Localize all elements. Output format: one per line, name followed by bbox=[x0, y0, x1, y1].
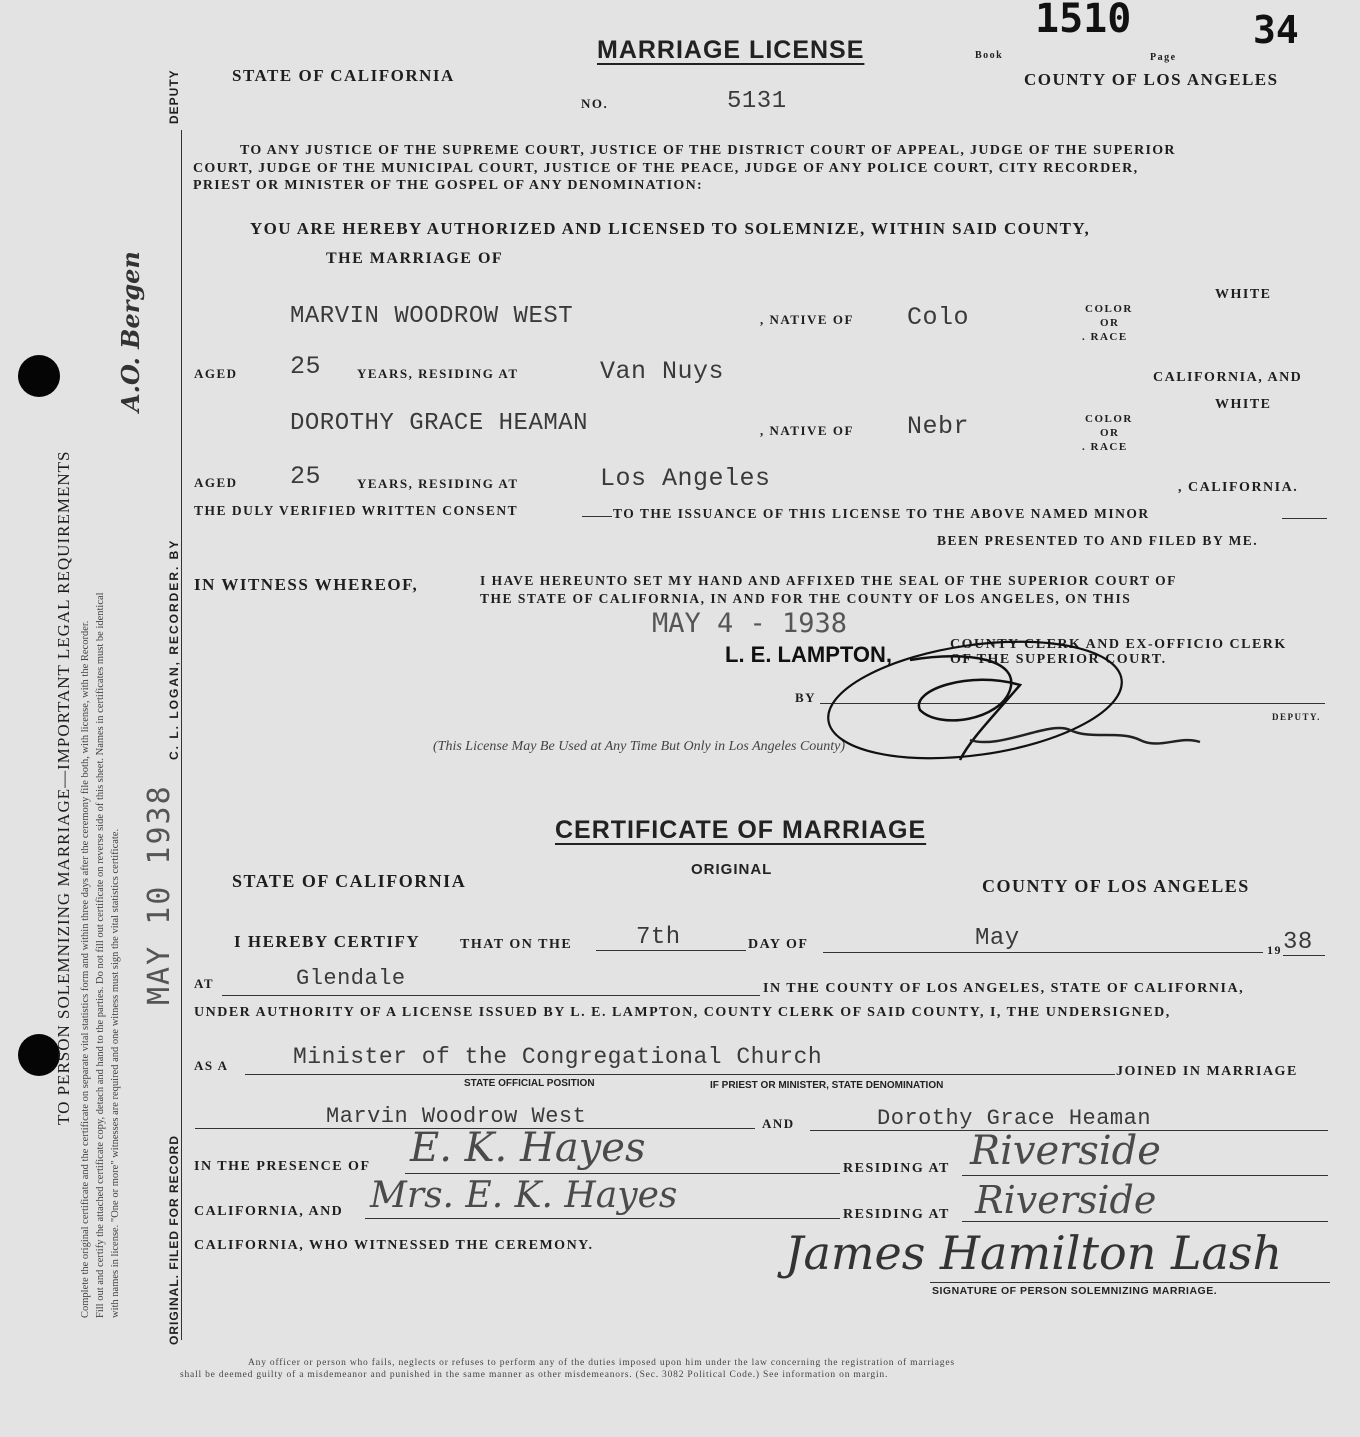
and-label: AND bbox=[762, 1116, 795, 1131]
page-number: 34 bbox=[1253, 8, 1299, 52]
joined-label: JOINED IN MARRIAGE bbox=[1116, 1064, 1298, 1079]
year-line bbox=[1283, 955, 1325, 956]
position-value: Minister of the Congregational Church bbox=[293, 1044, 823, 1070]
book-number: 1510 bbox=[1035, 0, 1132, 42]
groom-color-label-2: OR bbox=[1100, 317, 1120, 329]
witness-2-residence: Riverside bbox=[975, 1178, 1157, 1222]
at-label: AT bbox=[194, 976, 215, 991]
witness-whereof-label: IN WITNESS WHEREOF, bbox=[194, 575, 419, 594]
witness-1-signature: E. K. Hayes bbox=[410, 1125, 646, 1171]
certificate-title: CERTIFICATE OF MARRIAGE bbox=[555, 816, 927, 844]
bride-native-of: Nebr bbox=[907, 412, 970, 441]
consent-blank-2 bbox=[1282, 518, 1327, 519]
clerk-title-1: COUNTY CLERK AND EX-OFFICIO CLERK bbox=[950, 637, 1287, 652]
license-usage-note: (This License May Be Used at Any Time But Only in Los Angeles County) bbox=[433, 739, 846, 754]
groom-color-label-3: . RACE bbox=[1082, 331, 1128, 343]
position-caption-1: STATE OFFICIAL POSITION bbox=[464, 1078, 595, 1089]
clerk-name: L. E. LAMPTON, bbox=[725, 642, 893, 667]
clerk-title-2: OF THE SUPERIOR COURT. bbox=[950, 652, 1167, 667]
margin-instructions-2: Fill out and certify the attached certificate copy, detach and hand to the parties. Do not fill out certificate on reverse side of this sheet. Names in certificates must be identical bbox=[95, 592, 106, 1318]
consent-label-2: BEEN PRESENTED TO AND FILED BY ME. bbox=[937, 533, 1259, 548]
bride-color-label-3: . RACE bbox=[1082, 441, 1128, 453]
license-address-1: TO ANY JUSTICE OF THE SUPREME COURT, JUSTICE OF THE DISTRICT COURT OF APPEAL, JUDGE OF THE SUPERIOR bbox=[240, 143, 1176, 158]
consent-label-1a: THE DULY VERIFIED WRITTEN CONSENT bbox=[194, 503, 519, 518]
license-address-2: COURT, JUDGE OF THE MUNICIPAL COURT, JUSTICE OF THE PEACE, JUDGE OF ANY POLICE COURT, CITY RECORDER, bbox=[193, 161, 1139, 176]
margin-requirements-title: TO PERSON SOLEMNIZING MARRIAGE—IMPORTANT LEGAL REQUIREMENTS bbox=[54, 450, 73, 1125]
residence-1-line bbox=[962, 1175, 1328, 1176]
bride-aged-label: AGED bbox=[194, 475, 238, 490]
bride-name: DOROTHY GRACE HEAMAN bbox=[290, 410, 589, 437]
certificate-state: STATE OF CALIFORNIA bbox=[232, 871, 467, 891]
filed-column-rule bbox=[181, 130, 182, 1340]
bride-race: WHITE bbox=[1215, 397, 1272, 412]
clerk-signature-text: R. Pace bbox=[1120, 764, 1128, 766]
recorder-label: C. L. LOGAN, RECORDER. BY bbox=[167, 538, 181, 760]
consent-label-1b: TO THE ISSUANCE OF THIS LICENSE TO THE ABOVE NAMED MINOR bbox=[613, 506, 1150, 521]
bride-age: 25 bbox=[290, 462, 322, 491]
california-and-label: CALIFORNIA, AND bbox=[1153, 370, 1303, 385]
groom-race: WHITE bbox=[1215, 287, 1272, 302]
filed-for-record-label: ORIGINAL. FILED FOR RECORD bbox=[167, 1135, 181, 1345]
witness-1-residence: Riverside bbox=[970, 1128, 1161, 1174]
marriage-of-label: THE MARRIAGE OF bbox=[326, 250, 504, 267]
witness-2-line bbox=[365, 1218, 840, 1219]
groom-native-of-label: , NATIVE OF bbox=[760, 312, 854, 327]
license-title: MARRIAGE LICENSE bbox=[597, 36, 865, 64]
certificate-original: ORIGINAL bbox=[691, 861, 773, 878]
groom-residing-label: YEARS, RESIDING AT bbox=[357, 366, 519, 381]
month-value: May bbox=[975, 925, 1020, 952]
signature-caption: SIGNATURE OF PERSON SOLEMNIZING MARRIAGE. bbox=[932, 1285, 1218, 1297]
day-of-label: DAY OF bbox=[748, 937, 809, 952]
groom-aged-label: AGED bbox=[194, 366, 238, 381]
punch-hole-top bbox=[18, 355, 60, 397]
license-authorized: YOU ARE HEREBY AUTHORIZED AND LICENSED TO SOLEMNIZE, WITHIN SAID COUNTY, bbox=[250, 219, 1091, 238]
bride-color-label-1: COLOR bbox=[1085, 413, 1133, 425]
filed-date-stamp: MAY 10 1938 bbox=[142, 784, 177, 1005]
deputy-label: DEPUTY. bbox=[1272, 712, 1321, 722]
seal-text-1: I HAVE HEREUNTO SET MY HAND AND AFFIXED THE SEAL OF THE SUPERIOR COURT OF bbox=[480, 573, 1177, 588]
book-label: Book bbox=[975, 50, 1004, 61]
footer-text-2: shall be deemed guilty of a misdemeanor and punished in the same manner as other misdemeanors. (Sec. 3082 Political Code.) See information on margin. bbox=[180, 1370, 889, 1380]
bride-native-of-label: , NATIVE OF bbox=[760, 423, 854, 438]
margin-instructions-1: Complete the original certificate and the certificate on separate vital statistics form and within three days after the ceremony file both, with license, with the Recorder. bbox=[80, 620, 91, 1318]
party-2-name: Dorothy Grace Heaman bbox=[877, 1106, 1152, 1131]
margin-instructions-3: with names in license. "One or more" witnesses are required and one witness must sign the vital statistics certificate. bbox=[110, 828, 121, 1318]
officiant-signature: James Hamilton Lash bbox=[785, 1226, 1283, 1280]
by-label: BY bbox=[795, 690, 817, 705]
position-caption-2: IF PRIEST OR MINISTER, STATE DENOMINATION bbox=[710, 1080, 944, 1091]
residing-label-2: RESIDING AT bbox=[843, 1207, 950, 1222]
california-end-label: , CALIFORNIA. bbox=[1178, 480, 1299, 495]
consent-blank-1 bbox=[582, 516, 612, 517]
license-address-3: PRIEST OR MINISTER OF THE GOSPEL OF ANY DENOMINATION: bbox=[193, 178, 703, 193]
deputy-signature: A.O. Bergen bbox=[116, 251, 145, 412]
clerk-signature bbox=[820, 630, 1240, 790]
certificate-county: COUNTY OF LOS ANGELES bbox=[982, 876, 1250, 896]
year-prefix: 19 bbox=[1267, 943, 1282, 957]
bride-color-label-2: OR bbox=[1100, 427, 1120, 439]
party-1-name: Marvin Woodrow West bbox=[326, 1104, 587, 1129]
groom-name: MARVIN WOODROW WEST bbox=[290, 303, 574, 330]
day-value: 7th bbox=[636, 924, 681, 951]
place-line bbox=[222, 995, 760, 996]
page-label: Page bbox=[1150, 52, 1177, 63]
license-county: COUNTY OF LOS ANGELES bbox=[1024, 70, 1279, 89]
residing-label-1: RESIDING AT bbox=[843, 1161, 950, 1176]
witness-2-signature: Mrs. E. K. Hayes bbox=[370, 1175, 678, 1216]
license-number: 5131 bbox=[727, 88, 787, 115]
groom-native-of: Colo bbox=[907, 303, 970, 332]
footer-text-1: Any officer or person who fails, neglects or refuses to perform any of the duties imposed upon him under the law concerning the registration of marriages bbox=[248, 1358, 955, 1368]
presence-label: IN THE PRESENCE OF bbox=[194, 1159, 371, 1174]
place-value: Glendale bbox=[296, 966, 406, 991]
groom-age: 25 bbox=[290, 352, 322, 381]
county-state-label: IN THE COUNTY OF LOS ANGELES, STATE OF CALIFORNIA, bbox=[763, 981, 1245, 996]
margin-deputy-label: DEPUTY bbox=[167, 69, 181, 124]
license-state: STATE OF CALIFORNIA bbox=[232, 66, 455, 85]
officiant-signature-line bbox=[930, 1282, 1330, 1283]
bride-residing-label: YEARS, RESIDING AT bbox=[357, 476, 519, 491]
witnessed-label: CALIFORNIA, WHO WITNESSED THE CEREMONY. bbox=[194, 1238, 594, 1253]
certify-label: I HEREBY CERTIFY bbox=[234, 932, 421, 951]
seal-text-2: THE STATE OF CALIFORNIA, IN AND FOR THE COUNTY OF LOS ANGELES, ON THIS bbox=[480, 591, 1132, 606]
authority-text: UNDER AUTHORITY OF A LICENSE ISSUED BY L. E. LAMPTON, COUNTY CLERK OF SAID COUNTY, I, THE UNDERSIGNED, bbox=[194, 1005, 1171, 1020]
position-line bbox=[245, 1074, 1115, 1075]
issue-date-stamp: MAY 4 - 1938 bbox=[652, 608, 848, 639]
as-a-label: AS A bbox=[194, 1058, 229, 1073]
year-value: 38 bbox=[1283, 929, 1313, 956]
groom-color-label-1: COLOR bbox=[1085, 303, 1133, 315]
month-line bbox=[823, 952, 1263, 953]
license-no-label: NO. bbox=[581, 96, 609, 111]
california-and-label-cert: CALIFORNIA, AND bbox=[194, 1204, 344, 1219]
that-on-label: THAT ON THE bbox=[460, 937, 573, 952]
witness-1-line bbox=[405, 1173, 840, 1174]
bride-residence: Los Angeles bbox=[600, 464, 771, 493]
groom-residence: Van Nuys bbox=[600, 357, 725, 386]
